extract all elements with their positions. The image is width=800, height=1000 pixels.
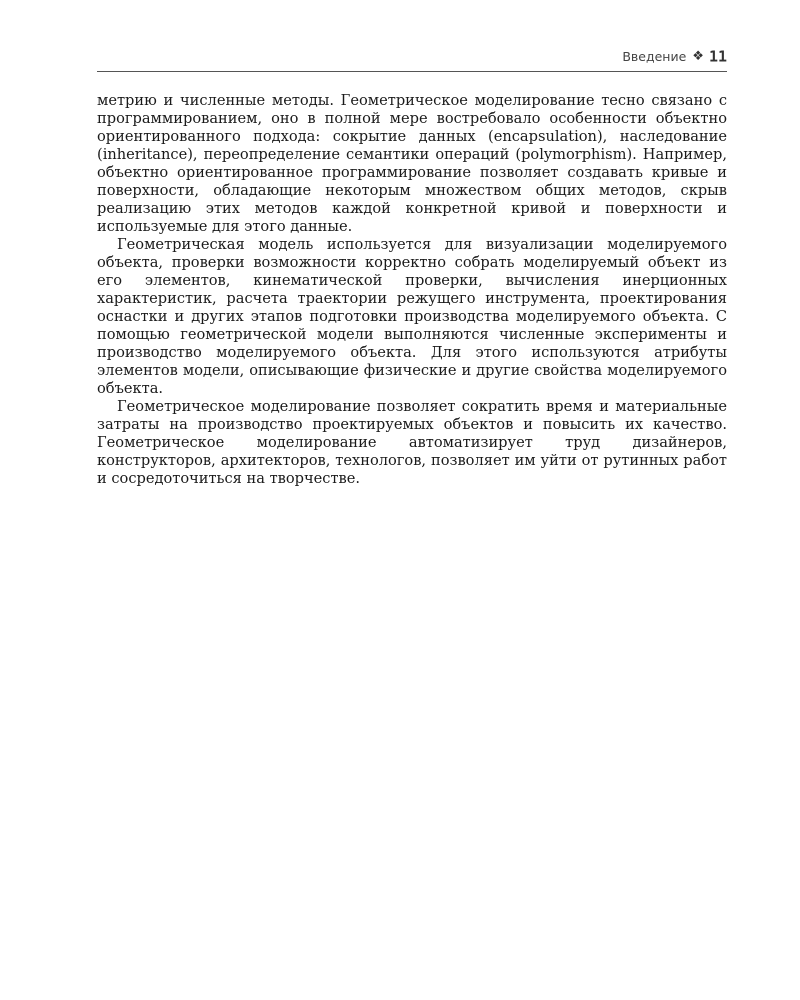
running-header (97, 46, 727, 72)
ornament-icon: ❖ (692, 49, 704, 64)
section-title: Введение (622, 49, 687, 64)
paragraph-continued: метрию и численные методы. Геометрическое моделирование тесно связано с программированием, оно в полной мере востребовало особенности объектно ориентированного подхода: сокрытие данных (encapsulation), наследование (inheritance), переопределение семантики операций (polymorphism). Например, объектно ориентированное программирование позволяет создавать кривые и поверхности, обладающие некоторым множеством общих методов, скрыв реализацию этих методов каждой конкретной кривой и поверхности и используемые для этого данные. (97, 92, 727, 235)
paragraph-benefits: Геометрическое моделирование позволяет сократить время и материальные затраты на производство проектируемых объектов и повысить их качество. Геометрическое моделирование автоматизирует труд дизайнеров, конструкторов, архитекторов, технологов, позволяет им уйти от рутинных работ и сосредоточиться на творчестве. (97, 398, 727, 487)
body-text (97, 92, 727, 488)
page-number: 11 (708, 47, 727, 66)
paragraph-geometric-model-usage: Геометрическая модель используется для визуализации моделируемого объекта, проверки возможности корректно собрать моделируемый объект из его элементов, кинематической проверки, вычисления инерционных характеристик, расчета траектории режущего инструмента, проектирования оснастки и других этапов подготовки производства моделируемого объекта. С помощью геометрической модели выполняются численные эксперименты и производство моделируемого объекта. Для этого используются атрибуты элементов модели, описывающие физические и другие свойства моделируемого объекта. (97, 236, 727, 397)
